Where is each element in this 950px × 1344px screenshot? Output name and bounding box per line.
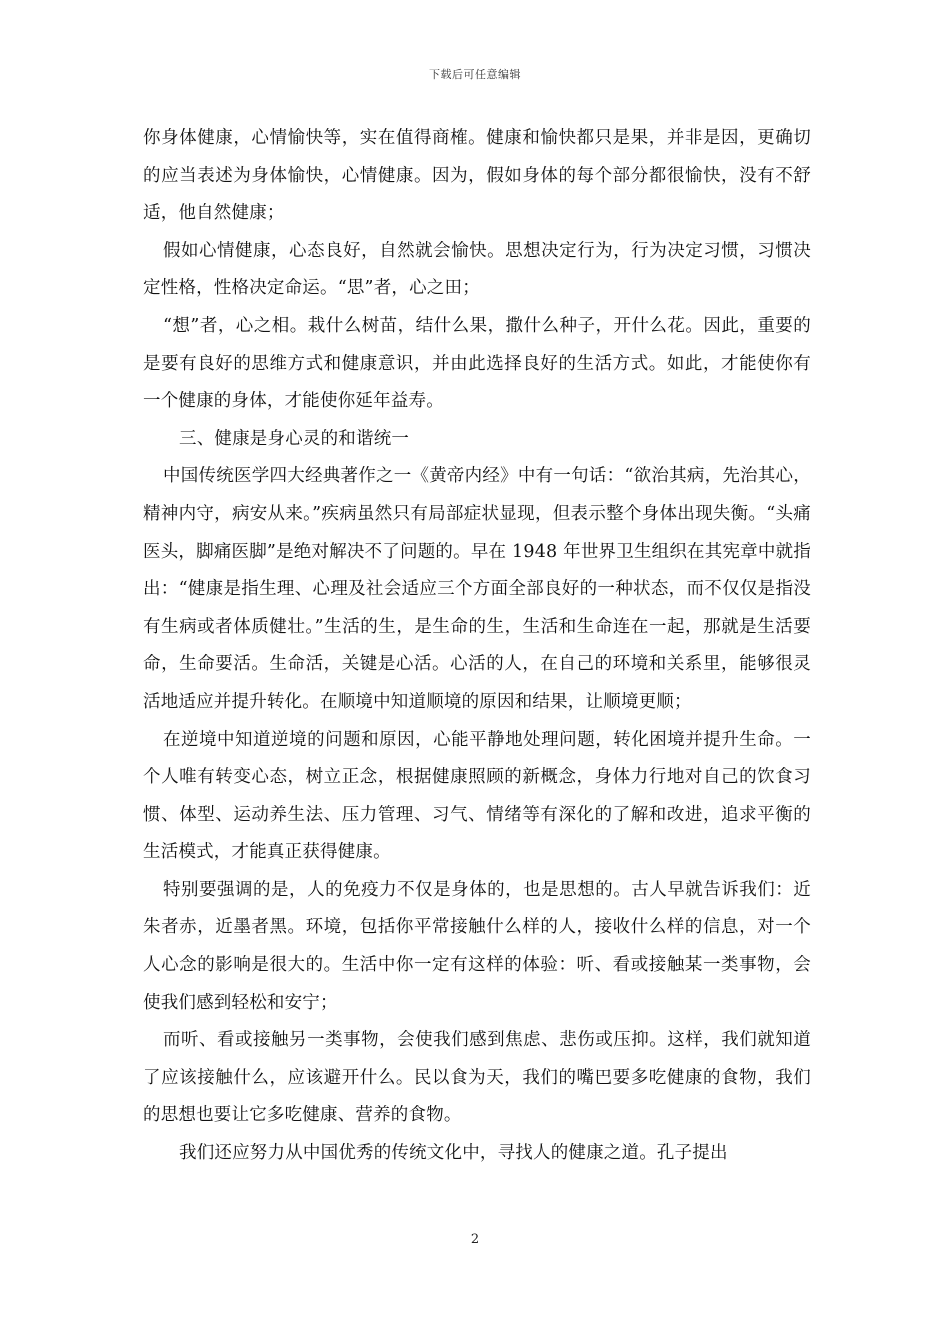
document-body (143, 120, 811, 1173)
paragraph: “想”者，心之相。栽什么树苗，结什么果，撒什么种子，开什么花。因此，重要的是要有良好的思维方式和健康意识，并由此选择良好的生活方式。如此，才能使你有一个健康的身体，才能使你延年益寿。 (143, 315, 811, 412)
paragraph-continuation: 你身体健康，心情愉快等，实在值得商榷。健康和愉快都只是果，并非是因，更确切的应当表述为身体愉快，心情健康。因为，假如身体的每个部分都很愉快，没有不舒适，他自然健康； (143, 128, 811, 224)
paragraph: 中国传统医学四大经典著作之一《黄帝内经》中有一句话：“欲治其病，先治其心，精神内守，病安从来。”疾病虽然只有局部症状显现，但表示整个身体出现失衡。“头痛医头，脚痛医脚”是绝对解决不了问题的。早在 1948 年世界卫生组织在其宪章中就指出：“健康是指生理、心理及社会适应三个方面全部良好的一种状态，而不仅仅是指没有生病或者体质健壮。”生活的生，是生命的生，生活和生命连在一起，那就是生活要命，生命要活。生命活，关键是心活。心活的人，在自己的环境和关系里，能够很灵活地适应并提升转化。在顺境中知道顺境的原因和结果，让顺境更顺； (143, 466, 811, 712)
paragraph: 而听、看或接触另一类事物，会使我们感到焦虑、悲伤或压抑。这样，我们就知道了应该接触什么，应该避开什么。民以食为天，我们的嘴巴要多吃健康的食物，我们的思想也要让它多吃健康、营养的食物。 (143, 1030, 811, 1126)
paragraph: 假如心情健康，心态良好，自然就会愉快。思想决定行为，行为决定习惯，习惯决定性格，性格决定命运。“思”者，心之田； (143, 240, 811, 299)
page-header: 下载后可任意编辑 (429, 68, 521, 81)
page-number: 2 (470, 1232, 480, 1247)
paragraph: 在逆境中知道逆境的问题和原因，心能平静地处理问题，转化困境并提升生命。一个人唯有转变心态，树立正念，根据健康照顾的新概念，身体力行地对自己的饮食习惯、体型、运动养生法、压力管理、习气、情绪等有深化的了解和改进，追求平衡的生活模式，才能真正获得健康。 (143, 729, 811, 863)
paragraph: 我们还应努力从中国优秀的传统文化中，寻找人的健康之道。孔子提出 (179, 1143, 728, 1164)
section-heading: 三、健康是身心灵的和谐统一 (179, 428, 410, 449)
paragraph: 特别要强调的是，人的免疫力不仅是身体的，也是思想的。古人早就告诉我们：近朱者赤，近墨者黑。环境，包括你平常接触什么样的人，接收什么样的信息，对一个人心念的影响是很大的。生活中你一定有这样的体验：听、看或接触某一类事物，会使我们感到轻松和安宁； (143, 879, 811, 1013)
